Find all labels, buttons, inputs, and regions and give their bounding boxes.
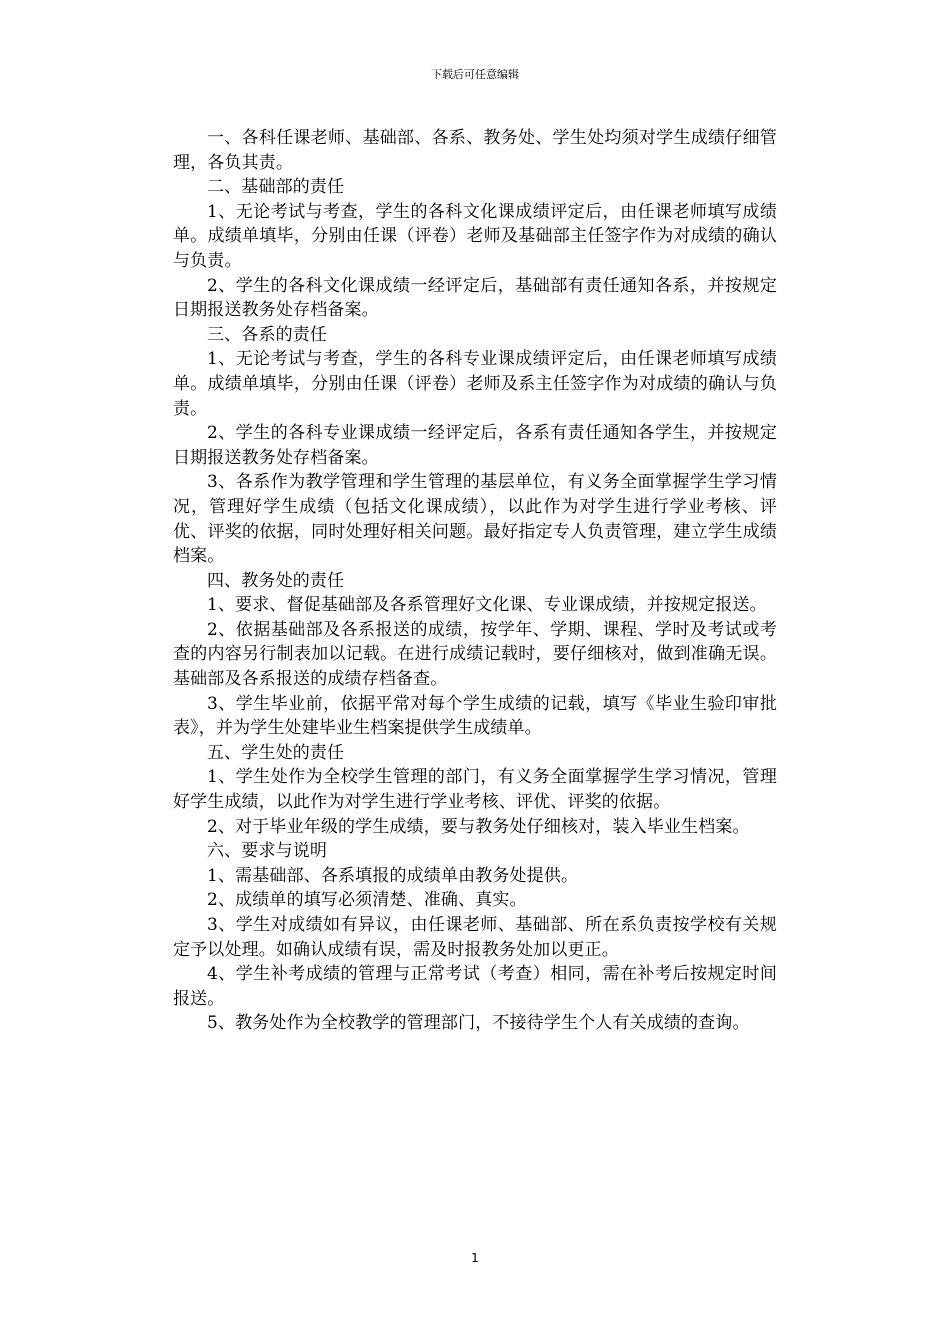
- paragraph: 2、学生的各科专业课成绩一经评定后，各系有责任通知各学生，并按规定日期报送教务处存档备案。: [173, 423, 777, 468]
- paragraph: 2、学生的各科文化课成绩一经评定后，基础部有责任通知各系，并按规定日期报送教务处存档备案。: [173, 275, 777, 321]
- paragraph: 1、无论考试与考查，学生的各科文化课成绩评定后，由任课老师填写成绩单。成绩单填毕，分别由任课（评卷）老师及基础部主任签字作为对成绩的确认与负责。: [173, 201, 777, 271]
- paragraph: 3、学生毕业前，依据平常对每个学生成绩的记载，填写《毕业生验印审批表》，并为学生处建毕业生档案提供学生成绩单。: [173, 693, 777, 739]
- paragraph: 一、各科任课老师、基础部、各系、教务处、学生处均须对学生成绩仔细管理，各负其责。: [173, 128, 777, 173]
- page-header: 下载后可任意编辑: [431, 68, 519, 81]
- section-heading: 二、基础部的责任: [207, 177, 345, 198]
- paragraph: 5、教务处作为全校教学的管理部门，不接待学生个人有关成绩的查询。: [207, 1013, 750, 1034]
- paragraph: 1、学生处作为全校学生管理的部门，有义务全面掌握学生学习情况，管理好学生成绩，以此作为对学生进行学业考核、评优、评奖的依据。: [173, 767, 777, 813]
- paragraph: 2、对于毕业年级的学生成绩，要与教务处仔细核对，装入毕业生档案。: [207, 816, 750, 837]
- section-heading: 六、要求与说明: [207, 841, 328, 862]
- paragraph: 2、依据基础部及各系报送的成绩，按学年、学期、课程、学时及考试或考查的内容另行制表加以记载。在进行成绩记载时，要仔细核对，做到准确无误。基础部及各系报送的成绩存档备查。: [173, 619, 777, 690]
- paragraph: 1、要求、督促基础部及各系管理好文化课、专业课成绩，并按规定报送。: [207, 595, 767, 616]
- paragraph: 2、成绩单的填写必须清楚、准确、真实。: [207, 890, 527, 911]
- paragraph: 1、需基础部、各系填报的成绩单由教务处提供。: [207, 865, 579, 886]
- paragraph: 3、学生对成绩如有异议，由任课老师、基础部、所在系负责按学校有关规定予以处理。如确认成绩有误，需及时报教务处加以更正。: [173, 915, 777, 960]
- paragraph: 1、无论考试与考查，学生的各科专业课成绩评定后，由任课老师填写成绩单。成绩单填毕，分别由任课（评卷）老师及系主任签字作为对成绩的确认与负责。: [173, 349, 777, 419]
- section-heading: 三、各系的责任: [207, 324, 328, 345]
- section-heading: 四、教务处的责任: [207, 570, 345, 591]
- paragraph: 3、各系作为教学管理和学生管理的基层单位，有义务全面掌握学生学习情况，管理好学生成绩（包括文化课成绩），以此作为对学生进行学业考核、评优、评奖的依据，同时处理好相关问题。最好指定专人负责管理，建立学生成绩档案。: [173, 472, 777, 567]
- page-number: 1: [471, 1251, 479, 1265]
- section-heading: 五、学生处的责任: [207, 742, 345, 763]
- paragraph: 4、学生补考成绩的管理与正常考试（考查）相同，需在补考后按规定时间报送。: [173, 964, 777, 1009]
- document-body: [173, 126, 777, 1036]
